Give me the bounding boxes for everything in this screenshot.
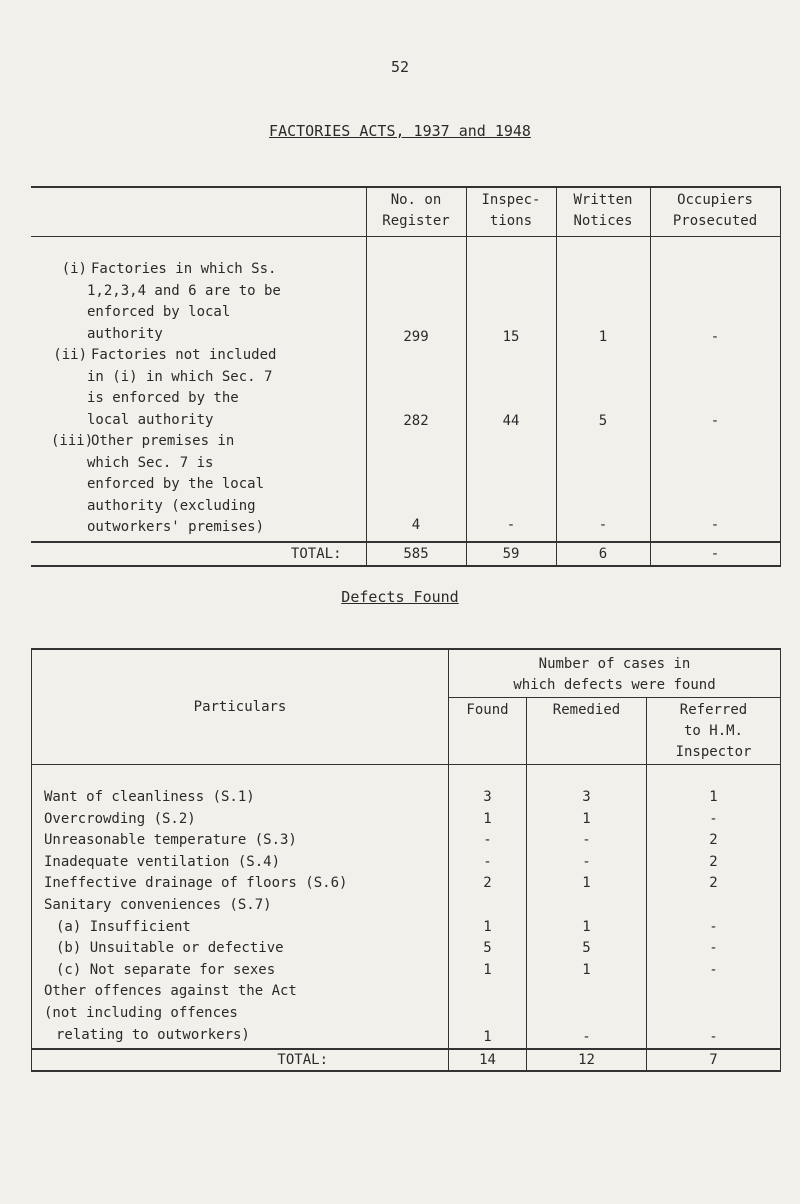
table2-cell: 1	[527, 809, 647, 831]
table2-row	[32, 938, 781, 960]
table2-cell: -	[647, 917, 781, 939]
table1-header-prosecuted: Occupiers Prosecuted	[650, 187, 780, 237]
table2-cell: 2	[647, 873, 781, 895]
page-number: 52	[390, 58, 410, 76]
table2-row	[32, 917, 781, 939]
table2-cell: -	[647, 809, 781, 831]
table2-cell: -	[527, 830, 647, 852]
table1-row	[31, 237, 780, 346]
table2-total-cell: 14	[449, 1049, 527, 1071]
table2-cell: 5	[527, 938, 647, 960]
table1-total-row	[31, 542, 780, 566]
table1-cell: 1	[556, 237, 650, 346]
table1-total-cell: 585	[366, 542, 466, 566]
table2-row	[32, 852, 781, 874]
table1-cell: -	[466, 431, 556, 542]
table2-cell: 2	[449, 873, 527, 895]
section-subtitle-text: Defects Found	[341, 588, 459, 606]
table1-total-label: TOTAL:	[31, 542, 366, 566]
table2-total-cell: 12	[527, 1049, 647, 1071]
table2-cell	[449, 895, 527, 917]
table1-row-label: (i) Factories in which Ss. 1,2,3,4 and 6 are to be enforced by local authority	[61, 261, 281, 342]
table2-cell	[449, 981, 527, 1003]
table2-cell: 1	[449, 960, 527, 982]
table2-total-row	[32, 1049, 781, 1071]
table2-cell: 3	[527, 787, 647, 809]
table2-cell: 3	[449, 787, 527, 809]
table1-cell: 15	[466, 237, 556, 346]
table2-row	[32, 809, 781, 831]
table2-cell: 1	[527, 917, 647, 939]
table2-spacer-row	[32, 765, 781, 788]
table1-header-blank	[31, 187, 366, 237]
table2-cell	[449, 1003, 527, 1025]
table1-row-label: (ii) Factories not included in (i) in which Sec. 7 is enforced by the local authority	[53, 347, 277, 428]
table2-row	[32, 1025, 781, 1050]
table2-row	[32, 981, 781, 1003]
table2-cell: -	[647, 960, 781, 982]
table2-cell	[527, 981, 647, 1003]
table2-row-label: (b) Unsuitable or defective	[32, 938, 449, 960]
table2-cell: -	[449, 852, 527, 874]
table2-cell: -	[647, 938, 781, 960]
table2-cell	[527, 1003, 647, 1025]
table2-row-label: Inadequate ventilation (S.4)	[32, 852, 449, 874]
table2-row-label: relating to outworkers)	[32, 1025, 449, 1050]
table2-cell	[527, 895, 647, 917]
table2-header-row	[32, 649, 781, 698]
table2-cell: 5	[449, 938, 527, 960]
table1-row	[31, 431, 780, 542]
table1-header-inspections: Inspec- tions	[466, 187, 556, 237]
table2-row	[32, 830, 781, 852]
table2-cell: 1	[449, 917, 527, 939]
table1-cell: 282	[366, 345, 466, 431]
table2-row	[32, 873, 781, 895]
table2-cell: -	[449, 830, 527, 852]
page-title-text: FACTORIES ACTS, 1937 and 1948	[269, 122, 531, 140]
table2-row-label: Ineffective drainage of floors (S.6)	[32, 873, 449, 895]
table2-cell: 1	[449, 1025, 527, 1050]
table1-cell: 5	[556, 345, 650, 431]
table2-row-label: Want of cleanliness (S.1)	[32, 787, 449, 809]
table2-cell: 1	[647, 787, 781, 809]
table1-total-cell: -	[650, 542, 780, 566]
table2-cell: -	[647, 1025, 781, 1050]
section-subtitle	[0, 588, 800, 606]
table1-cell: -	[650, 431, 780, 542]
table2-header-group: Number of cases in which defects were found	[449, 649, 781, 698]
table2-row-label: (a) Insufficient	[32, 917, 449, 939]
table2-cell: 2	[647, 830, 781, 852]
table2-cell	[647, 981, 781, 1003]
factories-register-table	[31, 186, 781, 567]
table2-header-referred: Referred to H.M. Inspector	[647, 698, 781, 765]
table2-header-particulars: Particulars	[32, 649, 449, 765]
table1-cell: 44	[466, 345, 556, 431]
table2-total-cell: 7	[647, 1049, 781, 1071]
table2-cell: 1	[527, 873, 647, 895]
table1-cell: -	[650, 237, 780, 346]
table2-row-label: Other offences against the Act	[32, 981, 449, 1003]
table1-cell: 4	[366, 431, 466, 542]
table2-cell: 2	[647, 852, 781, 874]
table1-row-label: (iii)Other premises in which Sec. 7 is enforced by the local authority (excluding outworkers' premises)	[51, 433, 265, 535]
page-title	[0, 122, 800, 140]
table1-cell: -	[556, 431, 650, 542]
table1-header-notices: Written Notices	[556, 187, 650, 237]
table1-row	[31, 345, 780, 431]
defects-found-table	[31, 648, 781, 1072]
table2-cell: -	[527, 1025, 647, 1050]
table2-row-label: (c) Not separate for sexes	[32, 960, 449, 982]
table2-total-label: TOTAL:	[32, 1049, 449, 1071]
table2-header-found: Found	[449, 698, 527, 765]
table2-row-label: Unreasonable temperature (S.3)	[32, 830, 449, 852]
table2-row	[32, 1003, 781, 1025]
table2-header-remedied: Remedied	[527, 698, 647, 765]
table2-cell: -	[527, 852, 647, 874]
table2-cell: 1	[527, 960, 647, 982]
table1-cell: -	[650, 345, 780, 431]
table2-row-label: Sanitary conveniences (S.7)	[32, 895, 449, 917]
table1-header-register: No. on Register	[366, 187, 466, 237]
table2-cell	[647, 1003, 781, 1025]
table2-row-label: (not including offences	[32, 1003, 449, 1025]
table2-row-label: Overcrowding (S.2)	[32, 809, 449, 831]
table1-cell: 299	[366, 237, 466, 346]
table1-total-cell: 6	[556, 542, 650, 566]
table2-cell: 1	[449, 809, 527, 831]
table2-cell	[647, 895, 781, 917]
table1-header-row	[31, 187, 780, 237]
table2-row	[32, 895, 781, 917]
table2-row	[32, 787, 781, 809]
table1-total-cell: 59	[466, 542, 556, 566]
table2-row	[32, 960, 781, 982]
